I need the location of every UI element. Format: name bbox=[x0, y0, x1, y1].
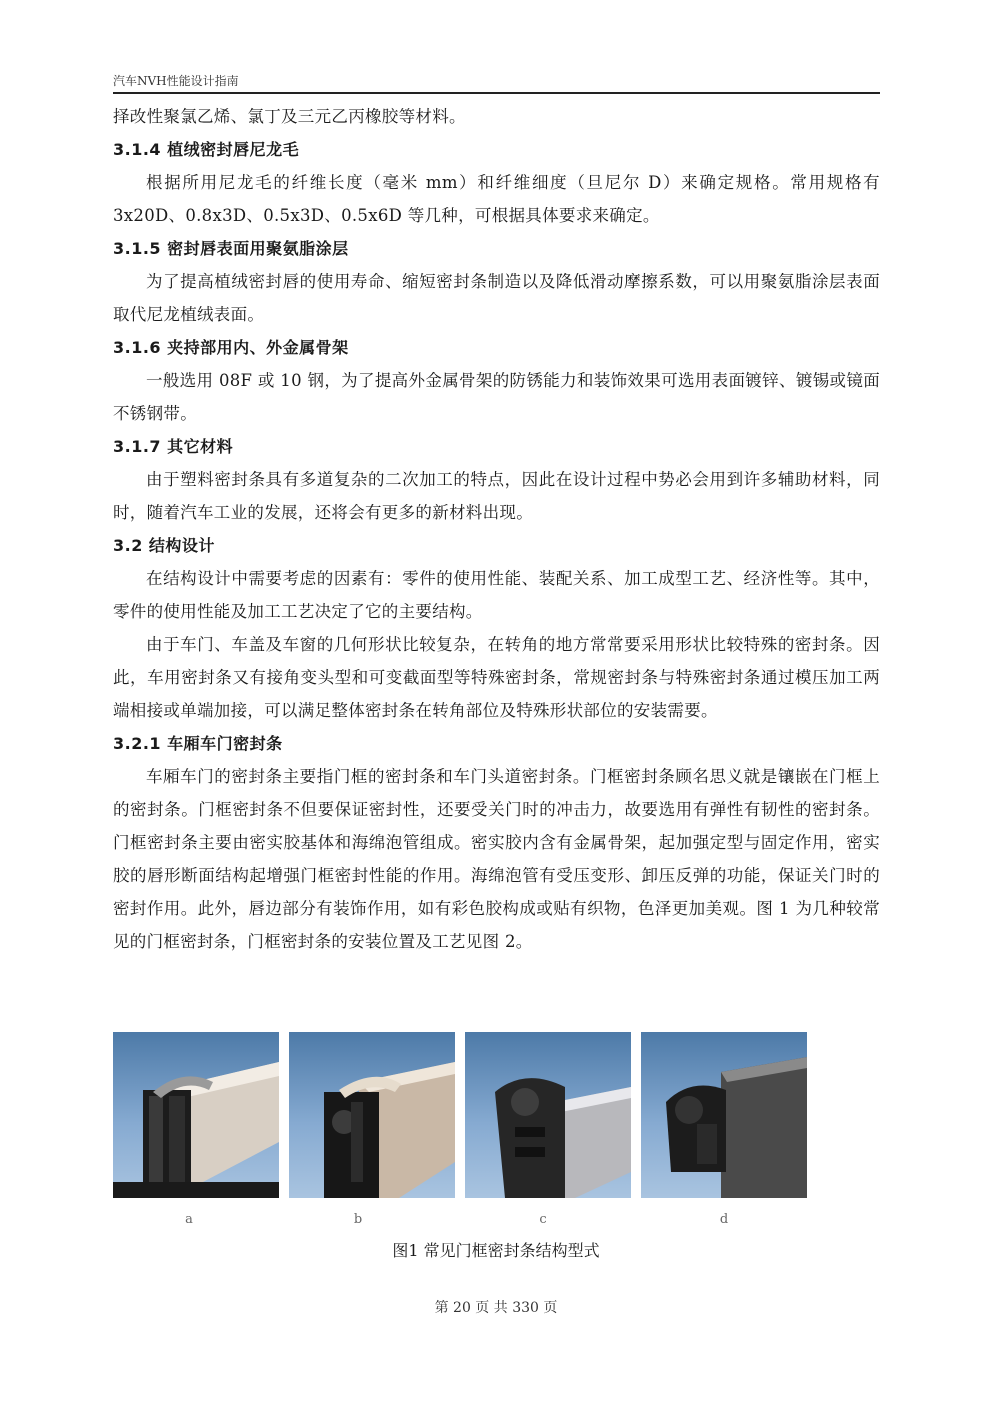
paragraph: 择改性聚氯乙烯、氯丁及三元乙丙橡胶等材料。 bbox=[113, 107, 466, 126]
subfigure-label-a: a bbox=[185, 1212, 193, 1227]
paragraph: 车厢车门的密封条主要指门框的密封条和车门头道密封条。门框密封条顾名思义就是镶嵌在门框上的密封条。门框密封条不但要保证密封性，还要受关门时的冲击力，故要选用有弹性有韧性的密封条。门框密封条主要由密实胶基体和海绵泡管组成。密实胶内含有金属骨架，起加强定型与固定作用，密实胶的唇形断面结构起增强门框密封性能的作用。海绵泡管有受压变形、卸压反弹的功能，保证关门时的密封作用。此外，唇边部分有装饰作用，如有彩色胶构成或贴有织物，色泽更加美观。图 1 为几种较常见的门框密封条，门框密封条的安装位置及工艺见图 2。 bbox=[113, 767, 880, 951]
seal-photo-c bbox=[465, 1032, 631, 1198]
section-heading: 3.1.6 夹持部用内、外金属骨架 bbox=[113, 338, 349, 357]
figure-1-photos bbox=[113, 1032, 813, 1198]
figure-caption: 图1 常见门框密封条结构型式 bbox=[392, 1241, 600, 1260]
section-heading: 3.1.7 其它材料 bbox=[113, 437, 234, 456]
paragraph: 由于塑料密封条具有多道复杂的二次加工的特点，因此在设计过程中势必会用到许多辅助材料，同时，随着汽车工业的发展，还将会有更多的新材料出现。 bbox=[113, 470, 880, 522]
seal-photo-a bbox=[113, 1032, 279, 1198]
section-heading: 3.2.1 车厢车门密封条 bbox=[113, 734, 283, 753]
seal-photo-b bbox=[289, 1032, 455, 1198]
page-number: 第 20 页 共 330 页 bbox=[434, 1300, 558, 1316]
paragraph: 由于车门、车盖及车窗的几何形状比较复杂，在转角的地方常常要采用形状比较特殊的密封条。因此，车用密封条又有接角变头型和可变截面型等特殊密封条，常规密封条与特殊密封条通过模压加工两端相接或单端加接，可以满足整体密封条在转角部位及特殊形状部位的安装需要。 bbox=[113, 635, 880, 720]
page-header bbox=[113, 70, 880, 94]
paragraph: 根据所用尼龙毛的纤维长度（毫米 mm）和纤维细度（旦尼尔 D）来确定规格。常用规格有 3x20D、0.8x3D、0.5x3D、0.5x6D 等几种，可根据具体要求来确定。 bbox=[113, 173, 880, 225]
section-heading: 3.2 结构设计 bbox=[113, 536, 215, 555]
seal-photo-d bbox=[641, 1032, 807, 1198]
subfigure-label-d: d bbox=[719, 1212, 729, 1227]
subfigure-label-c: c bbox=[539, 1212, 547, 1227]
header-title: 汽车NVH性能设计指南 bbox=[113, 74, 239, 88]
document-body bbox=[113, 100, 880, 958]
section-heading: 3.1.5 密封唇表面用聚氨脂涂层 bbox=[113, 239, 349, 258]
subfigure-label-b: b bbox=[353, 1212, 363, 1227]
paragraph: 为了提高植绒密封唇的使用寿命、缩短密封条制造以及降低滑动摩擦系数，可以用聚氨脂涂层表面取代尼龙植绒表面。 bbox=[113, 272, 880, 324]
section-heading: 3.1.4 植绒密封唇尼龙毛 bbox=[113, 140, 300, 159]
paragraph: 一般选用 08F 或 10 钢，为了提高外金属骨架的防锈能力和装饰效果可选用表面镀锌、镀锡或镜面不锈钢带。 bbox=[113, 371, 880, 423]
paragraph: 在结构设计中需要考虑的因素有：零件的使用性能、装配关系、加工成型工艺、经济性等。其中，零件的使用性能及加工工艺决定了它的主要结构。 bbox=[113, 569, 880, 621]
